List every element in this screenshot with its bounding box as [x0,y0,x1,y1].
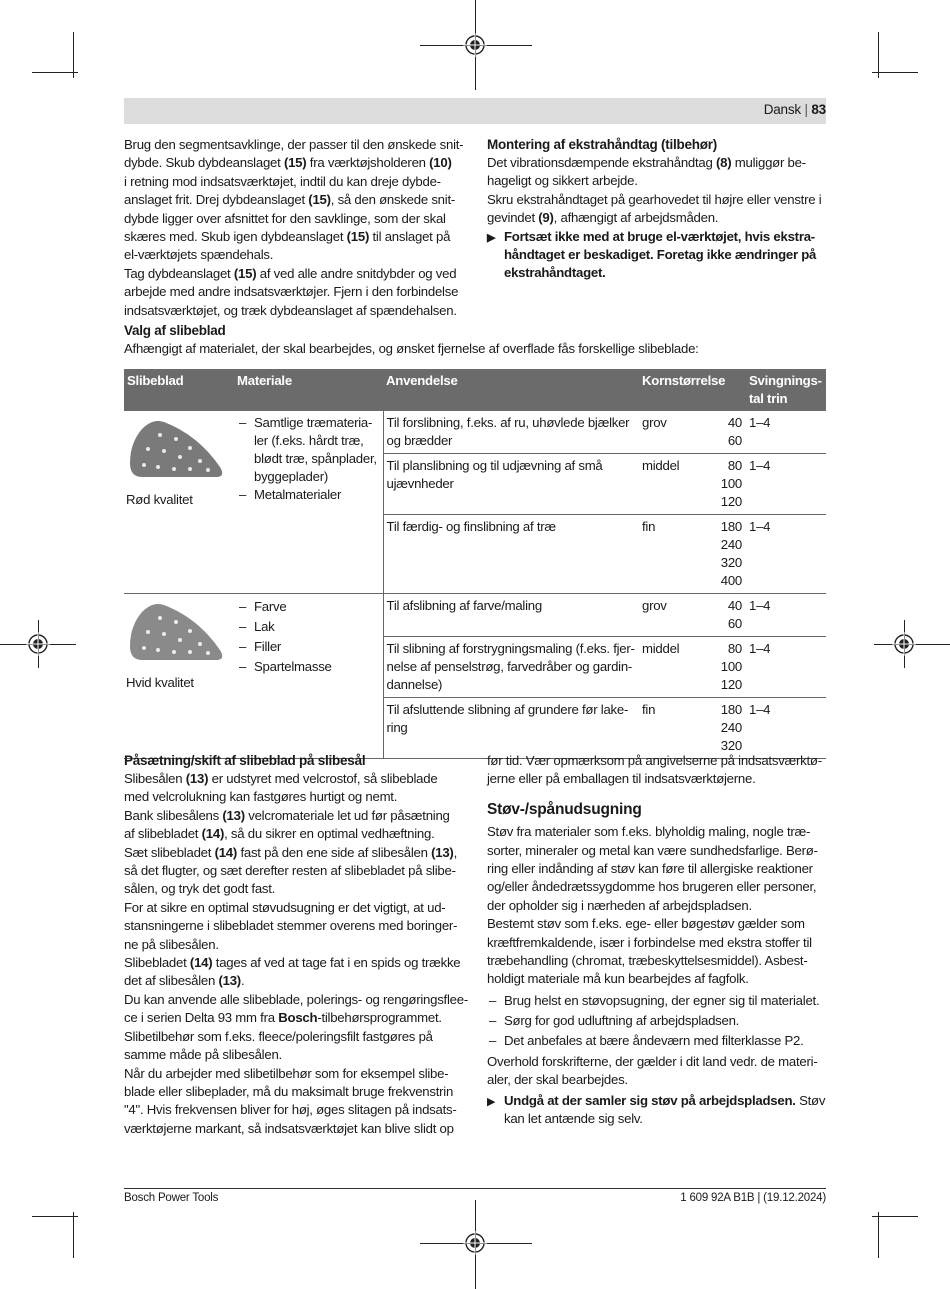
text-line: dannelse) [386,677,443,692]
paragraph: Afhængigt af materialet, der skal bearbejdes, og ønsket fjernelse af overflade fås forskellige slibeblade: [124,341,699,356]
table-header-row [124,369,826,411]
table-row [124,411,826,454]
text-line: 60 [727,616,742,631]
arrow-right-icon: ▶ [487,231,496,244]
page-number: 83 [811,102,826,117]
text-line: -tilbehørsprogrammet. [317,1010,442,1026]
text-line: træbehandling (chromat, træbeskyttelsesmiddel). Asbest- [487,953,808,969]
text-line: Brug den segmentsavklinge, der passer til den ønskede snit- [124,137,464,152]
grit-cell [716,698,746,759]
text-line: , afhængigt af arbejdsmåden. [553,210,719,226]
text-line: nelse af penselstrøg, farvedråber og gardin- [386,659,633,674]
ref-number: (14) [214,844,238,860]
paragraph [124,899,469,954]
paragraph [487,752,827,789]
text-line: , så den ønskede snit- [330,192,455,208]
text-line: stansningerne i slibebladet stemmer overens med boringer- [124,918,458,934]
text-line: , så du sikrer en optimal vedhæftning. [224,826,435,842]
text-line: 320 [720,555,742,570]
list-item: – Spartelmasse [237,657,380,677]
paragraph [124,1065,469,1139]
step-cell: 1–4 [746,411,826,454]
text-line: gevindet [487,210,539,226]
text-line: blødt træ, spånplader, [254,451,377,466]
column-header [639,369,746,411]
material-cell [234,594,383,759]
text-line: Slibebladet [124,955,190,971]
column-header: Materiale [234,369,383,411]
text-line: "4". Hvis frekvensen bliver for høj, øges slitagen på indsats- [124,1102,457,1118]
intro-column-left [124,136,474,320]
text-line: 120 [720,677,742,692]
text-line: skæres med. Skub igen dybdeanslaget [124,229,347,245]
attach-sheet-section [124,752,469,1138]
paragraph [124,1028,469,1065]
text-line: kræftfremkaldende, især i forbindelse med ekstra stoffer til [487,934,812,950]
text-line: 180 [720,519,742,534]
text-line: værktøjerne markant, så indsatsværktøjet kan blive slidt op [124,1120,454,1136]
grade-cell: fin [639,698,716,759]
text-line: Slibetilbehør som f.eks. fleece/poleringsfilt fastgøres på [124,1028,433,1044]
step-cell: 1–4 [746,515,826,594]
step-cell: 1–4 [746,698,826,759]
text-line: ler (f.eks. hårdt træ, [254,433,364,448]
header-language: Dansk [763,102,801,117]
material-cell [234,411,383,594]
use-cell [383,637,639,698]
text-line: 100 [720,476,742,491]
text-line: så det flugter, og sæt derefter resten af slibebladet på slibe- [124,863,456,879]
section-heading: Montering af ekstrahåndtag (tilbehør) [487,137,718,152]
ref-number: (9) [538,210,554,226]
list-item: – Lak [237,617,380,637]
intro-column-right [487,136,827,283]
dust-tips-list [487,991,827,1051]
text-line: 60 [727,433,742,448]
column-header-label: Svingnings- [749,373,822,388]
step-cell: 1–4 [746,594,826,637]
ref-number: (13) [222,807,245,823]
text-line: byggeplader) [254,469,328,484]
paragraph [487,823,827,915]
text-line: til anslaget på [369,229,451,245]
text-line: kan let antænde sig selv. [504,1111,643,1127]
list-item: – Sørg for god udluftning af arbejdspladsen. [487,1011,827,1031]
column-header-label: Kornstørrelse [642,373,726,388]
blade-cell [124,594,234,759]
triangle-sanding-sheet-icon [128,415,228,483]
text-line: ekstrahåndtaget. [504,265,606,281]
use-cell: Til afslibning af farve/maling [383,594,639,637]
ref-number: (15) [283,155,307,171]
grade-cell: middel [639,637,716,698]
registration-mark-icon [892,632,916,656]
list-item [237,414,380,486]
text-line: 400 [720,573,742,588]
text-line: med velcrolukning kan fastgøres hurtigt og nemt. [124,789,398,805]
text-line: Til planslibning og til udjævning af små [386,458,603,473]
text-line: indsatsværktøjet, og træk dybdeanslaget af spændehalsen. [124,302,457,318]
text-line: Støv [795,1092,826,1108]
use-cell [383,698,639,759]
ref-number: (13) [431,844,454,860]
registration-mark-icon [26,632,50,656]
text-line: 240 [720,537,742,552]
ref-number: (15) [346,229,370,245]
registration-mark-icon [463,1231,487,1255]
text-line: er udstyret med velcrostof, så slibeblade [208,771,438,786]
text-line: dybde. Skub dybdeanslaget [124,155,284,171]
text-line: fast på den ene side af slibesålen [237,844,432,860]
paragraph [487,1053,827,1090]
list-item: – Brug helst en støvopsugning, der egner sig til materialet. [487,991,827,1011]
column-header: Anvendelse [383,369,639,411]
text-line: Overhold forskrifterne, der gælder i dit land vedr. de materi- [487,1053,818,1069]
footer-rule [124,1188,826,1189]
ref-number: (14) [189,955,213,971]
text-line: aler, der skal bearbejdes. [487,1072,628,1088]
text-line: 100 [720,659,742,674]
text-line: Når du arbejder med slibetilbehør som for eksempel slibe- [124,1065,449,1081]
ref-number: (10) [429,155,452,171]
text-line: Tag dybdeanslaget [124,265,234,281]
text-line: 120 [720,494,742,509]
text-line: i retning mod indsatsværktøjet, indtil du kan dreje dybde- [124,173,441,189]
text-line: Støv fra materialer som f.eks. blyholdig maling, nogle træ- [487,824,811,840]
blade-quality-label: Hvid kvalitet [126,675,194,690]
text-line: sålen, og tryk det godt fast. [124,881,276,897]
text-line: tages af ved at tage fat i en spids og trække [212,955,461,971]
paragraph [124,844,469,899]
text-line: dybde ligger over afsnittet for den savklinge, som der skal [124,210,446,226]
footer-right: 1 609 92A B1B | (19.12.2024) [680,1192,826,1204]
text-line: anslaget frit. Drej dybdeanslaget [124,192,309,208]
column-header-label: tal trin [749,391,788,406]
grade-cell: grov [639,411,716,454]
text-line: Til forslibning, f.eks. af ru, uhøvlede bjælker [386,415,630,430]
paragraph [124,770,469,807]
paragraph [487,191,827,228]
text-line: 40 [727,598,742,613]
warning-item [487,228,827,283]
text-line: blade eller slibeplader, må du maksimalt bruge frekvenstrin [124,1083,454,1099]
step-cell: 1–4 [746,637,826,698]
grade-cell: middel [639,454,716,515]
text-line: sorter, mineraler og metal kan være sundhedsfarlige. Berø- [487,842,818,858]
column-header: Slibeblad [124,369,234,411]
ref-number: (13) [218,973,241,989]
section-heading: Valg af slibeblad [124,323,226,338]
ref-number: (15) [233,265,257,281]
text-line: der opholder sig i nærheden af arbejdspladsen. [487,897,752,913]
text-line: 80 [727,641,742,656]
text-line: 180 [720,702,742,717]
triangle-sanding-sheet-icon [128,598,228,666]
paragraph [124,954,469,991]
ref-number: (14) [201,826,225,842]
table-row [124,594,826,637]
paragraph [124,136,474,265]
text-line: håndtaget er beskadiget. Foretag ikke ændringer på [504,247,817,263]
grit-cell [716,454,746,515]
page-header: Dansk | 83 [763,102,826,117]
text-line: ujævnheder [386,476,454,491]
text-line: af ved alle andre snitdybder og ved [256,265,457,281]
text-line: hageligt og sikkert arbejde. [487,173,638,189]
text-line: 40 [727,415,742,430]
arrow-right-icon: ▶ [487,1095,496,1108]
text-line: ring eller indånding af støv kan føre til allergiske reaktioner [487,861,813,877]
text-line: For at sikre en optimal støvudsugning er det vigtigt, at ud- [124,899,446,915]
text-line: før tid. Vær opmærksom på angivelserne på indsatsværktø- [487,753,822,768]
header-band [124,98,826,124]
grade-cell: grov [639,594,716,637]
text-line: Bestemt støv som f.eks. ege- eller bøgestøv gælder som [487,916,805,932]
grit-cell [716,411,746,454]
paragraph [487,915,827,989]
text-line: af slibebladet [124,826,202,842]
warning-item [487,1092,827,1129]
text-line: ne på slibesålen. [124,936,219,952]
text-line: ring [386,720,408,735]
text-line: 240 [720,720,742,735]
text-line: muliggør be- [731,155,806,170]
text-line: Til slibning af forstrygningsmaling (f.eks. fjer- [386,641,635,656]
text-line: det af slibesålen [124,973,219,989]
use-cell: Til færdig- og finslibning af træ [383,515,639,594]
sanding-sheet-table [124,369,826,759]
grit-cell [716,515,746,594]
section-heading: Påsætning/skift af slibeblad på slibesål [124,753,366,768]
grade-cell: fin [639,515,716,594]
text-line: , [453,844,457,860]
ref-number: (8) [716,155,732,170]
footer-left: Bosch Power Tools [124,1192,219,1204]
paragraph [124,807,469,844]
text-line: Du kan anvende alle slibeblade, polerings- og rengøringsflee- [124,991,468,1007]
text-line: og/eller åndedrætssygdomme hos brugeren eller personer, [487,879,817,895]
paragraph [487,154,827,191]
registration-mark-icon [463,33,487,57]
text-line: arbejde med andre indsatsværktøjer. Fjern i den forbindelse [124,284,459,300]
list-item: – Metalmaterialer [237,486,380,504]
brand-name: Bosch [278,1010,318,1026]
step-cell: 1–4 [746,454,826,515]
grit-cell [716,637,746,698]
text-line: Sæt slibebladet [124,844,215,860]
text-line: Skru ekstrahåndtaget på gearhovedet til højre eller venstre i [487,191,822,207]
text-line: Samtlige træmateria- [254,415,373,430]
text-line: og brædder [386,433,453,448]
ref-number: (15) [308,192,331,208]
blade-cell [124,411,234,594]
blade-quality-label: Rød kvalitet [126,492,193,507]
text-line: Fortsæt ikke med at bruge el-værktøjet, hvis ekstra- [504,228,815,244]
use-cell [383,411,639,454]
text-line: . [240,973,245,989]
text-line: ce i serien Delta 93 mm fra [124,1010,279,1026]
text-line: el-værktøjets spændehals. [124,247,274,263]
paragraph [124,991,469,1028]
text-line: Slibesålen [124,771,186,786]
ref-number: (13) [185,771,209,786]
column-header [746,369,826,411]
text-line: jerne eller på emballagen til indsatsværktøjerne. [487,771,756,787]
text-line: 320 [720,738,742,753]
section-title: Støv-/spånudsugning [487,800,642,818]
text-line: velcromateriale let ud før påsætning [244,807,450,823]
grit-cell [716,594,746,637]
sanding-selection-intro [124,322,826,358]
text-line: fra værktøjsholderen [306,155,430,171]
list-item: – Det anbefales at bære åndeværn med filterklasse P2. [487,1031,827,1051]
warning-text: Undgå at der samler sig støv på arbejdspladsen. [504,1092,796,1108]
paragraph [124,265,474,320]
list-item: – Filler [237,637,380,657]
use-cell [383,454,639,515]
text-line: 80 [727,458,742,473]
text-line: Til afsluttende slibning af grundere før lake- [386,702,629,717]
text-line: Bank slibesålens [124,807,223,823]
list-item: – Farve [237,597,380,617]
dust-extraction-section [487,752,827,1129]
text-line: holdigt materiale må kun bearbejdes af fagfolk. [487,971,749,987]
text-line: Det vibrationsdæmpende ekstrahåndtag [487,155,717,170]
text-line: samme måde på slibesålen. [124,1047,282,1063]
